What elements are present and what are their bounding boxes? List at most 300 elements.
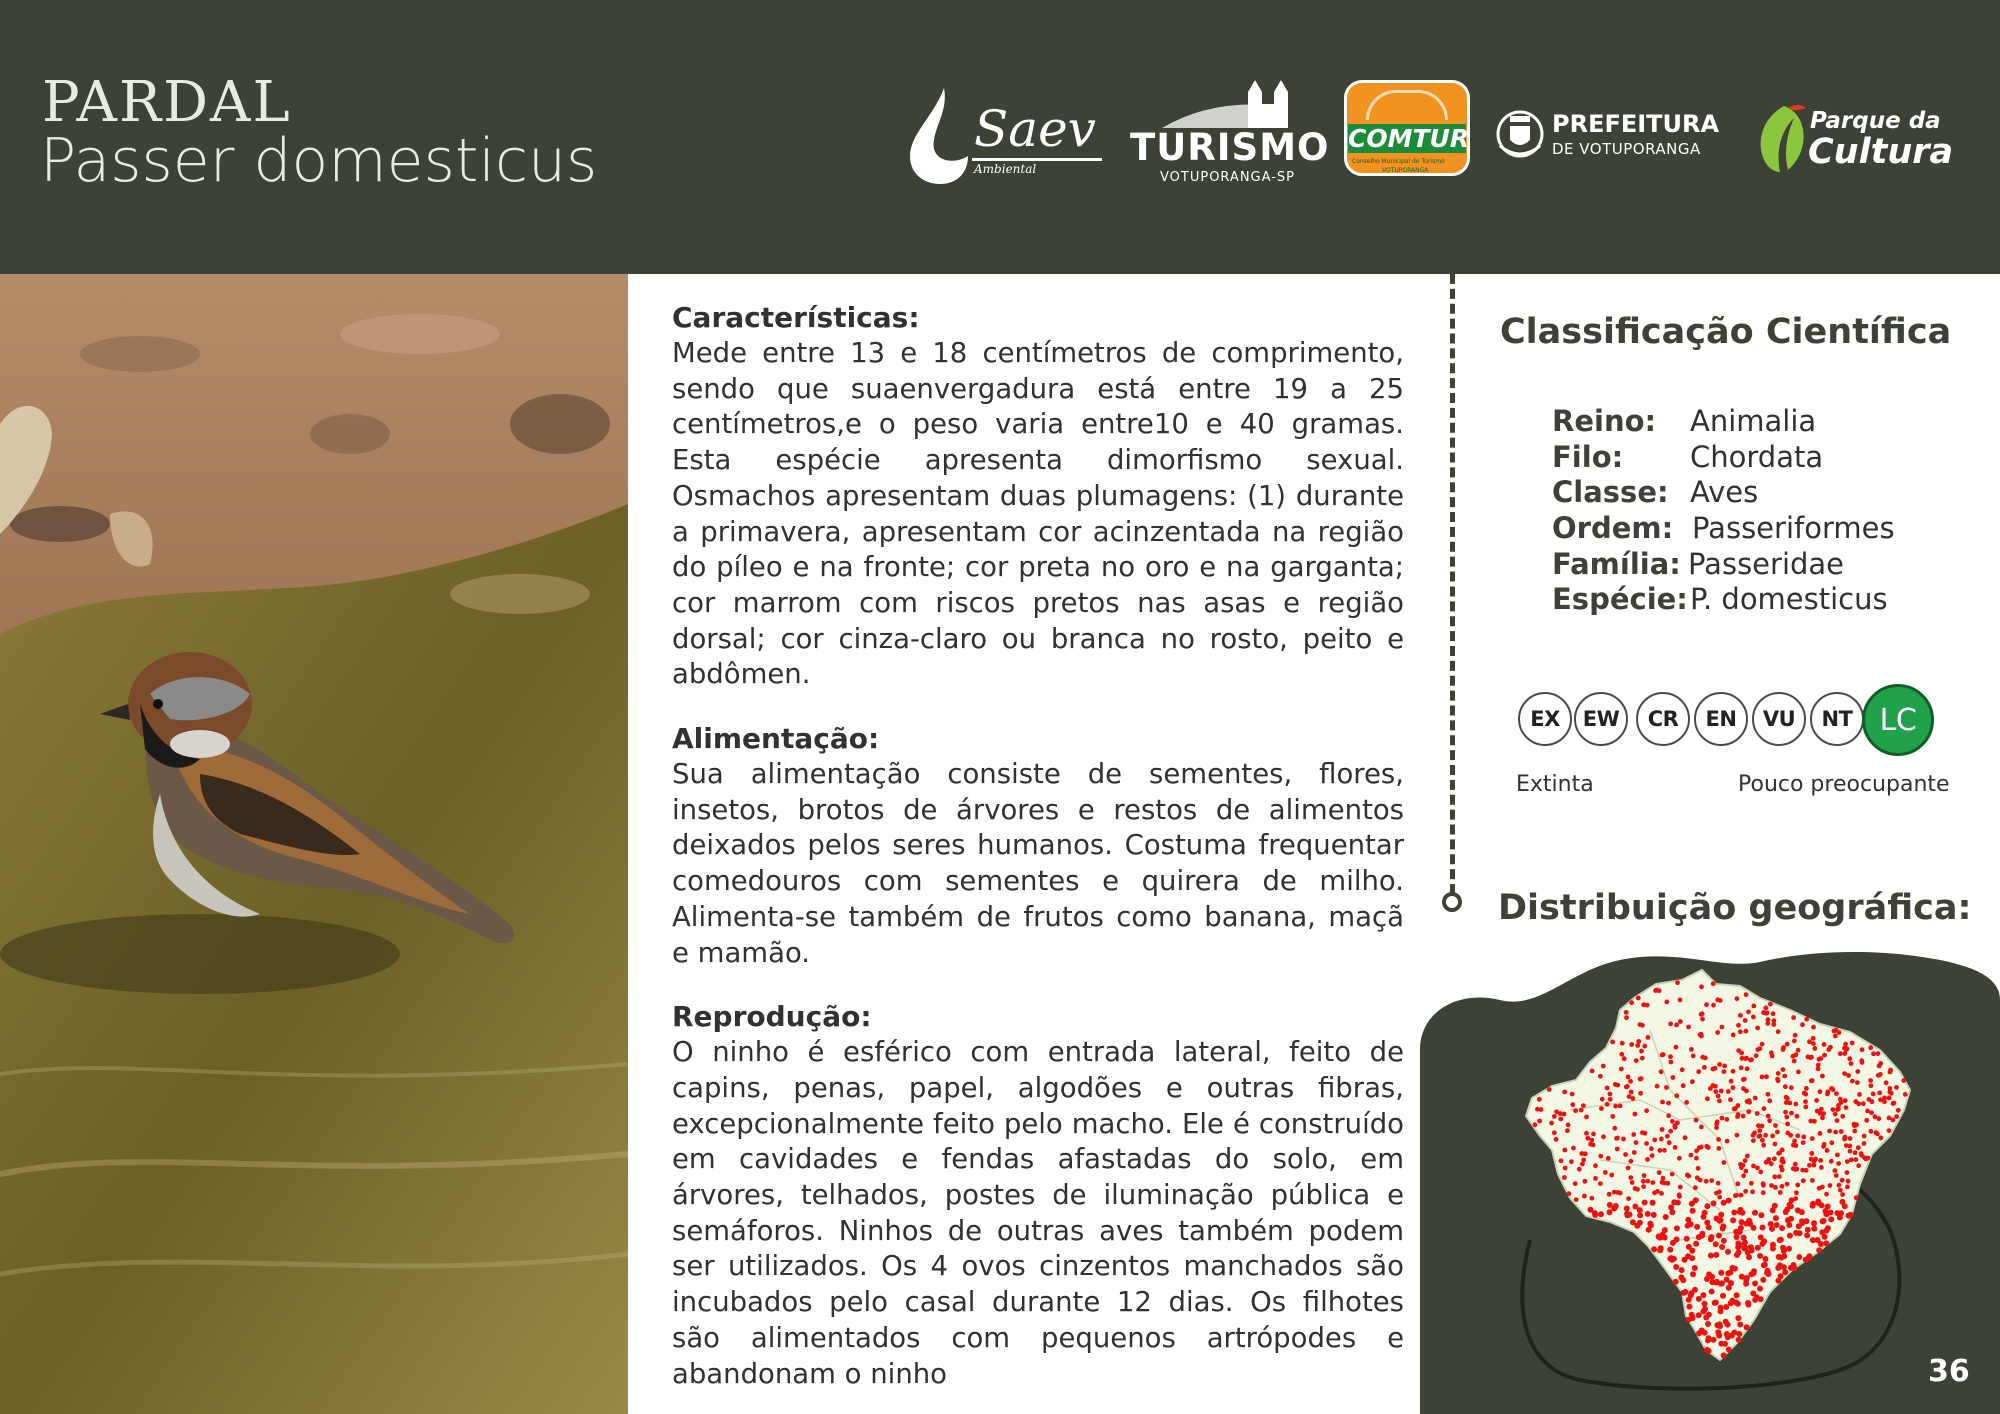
occurrence-dot — [1670, 1172, 1675, 1177]
occurrence-dot — [1598, 1074, 1603, 1079]
occurrence-dot — [1792, 1139, 1797, 1144]
occurrence-dot — [1833, 1034, 1838, 1039]
occurrence-dot — [1627, 1212, 1633, 1218]
occurrence-dot — [1719, 1089, 1724, 1094]
occurrence-dot — [1579, 1108, 1584, 1113]
occurrence-dot — [1660, 1100, 1665, 1105]
occurrence-dot — [1690, 1315, 1696, 1321]
saev-logo — [900, 78, 1105, 188]
occurrence-dot — [1714, 1216, 1720, 1222]
occurrence-dot — [1842, 1071, 1847, 1076]
occurrence-dot — [1537, 1097, 1542, 1102]
occurrence-dot — [1833, 1168, 1838, 1173]
occurrence-dot — [1753, 1096, 1758, 1101]
occurrence-dot — [1791, 1143, 1796, 1148]
occurrence-dot — [1684, 1100, 1689, 1105]
occurrence-dot — [1739, 1193, 1744, 1198]
occurrence-dot — [1642, 1044, 1647, 1049]
occurrence-dot — [1736, 1337, 1742, 1343]
occurrence-dot — [1861, 1101, 1866, 1106]
occurrence-dot — [1671, 1256, 1677, 1262]
occurrence-dot — [1547, 1087, 1552, 1092]
occurrence-dot — [1644, 1108, 1649, 1113]
occurrence-dot — [1719, 1244, 1725, 1250]
occurrence-dot — [1690, 1208, 1696, 1214]
occurrence-dot — [1666, 1181, 1671, 1186]
occurrence-dot — [1743, 1158, 1748, 1163]
occurrence-dot — [1715, 1030, 1720, 1035]
occurrence-dot — [1773, 1215, 1779, 1221]
occurrence-dot — [1738, 1162, 1743, 1167]
occurrence-dot — [1593, 1176, 1598, 1181]
occurrence-dot — [1670, 1240, 1676, 1246]
occurrence-dot — [1633, 1186, 1638, 1191]
occurrence-dot — [1590, 1196, 1595, 1201]
occurrence-dot — [1607, 1209, 1613, 1215]
occurrence-dot — [1812, 1163, 1817, 1168]
occurrence-dot — [1822, 1042, 1827, 1047]
occurrence-dot — [1634, 1140, 1639, 1145]
occurrence-dot — [1772, 1203, 1778, 1209]
occurrence-dot — [1629, 1042, 1634, 1047]
occurrence-dot — [1742, 1077, 1747, 1082]
occurrence-dot — [1696, 1296, 1702, 1302]
occurrence-dot — [1746, 1009, 1751, 1014]
occurrence-dot — [1574, 1197, 1579, 1202]
occurrence-dot — [1734, 1292, 1740, 1298]
comtur-logo-sub: Conselho Municipal de Turismo — [1352, 158, 1445, 165]
occurrence-dot — [1752, 1281, 1758, 1287]
occurrence-dot — [1840, 1192, 1845, 1197]
occurrence-dot — [1683, 1135, 1688, 1140]
occurrence-dot — [1725, 1334, 1731, 1340]
occurrence-dot — [1836, 1161, 1841, 1166]
occurrence-dot — [1822, 1234, 1828, 1240]
prefeitura-logo-sub: DE VOTUPORANGA — [1552, 140, 1701, 158]
saev-logo-name: Saev — [974, 100, 1096, 158]
occurrence-dot — [1755, 1026, 1760, 1031]
occurrence-dot — [1696, 1330, 1702, 1336]
occurrence-dot — [1696, 1312, 1702, 1318]
occurrence-dot — [1659, 1137, 1664, 1142]
occurrence-dot — [1701, 1214, 1707, 1220]
occurrence-dot — [1605, 1086, 1610, 1091]
occurrence-dot — [1571, 1146, 1576, 1151]
occurrence-dot — [1783, 1084, 1788, 1089]
occurrence-dot — [1650, 1200, 1656, 1206]
occurrence-dot — [1718, 1212, 1724, 1218]
occurrence-dot — [1833, 1112, 1838, 1117]
occurrence-dot — [1644, 1141, 1649, 1146]
occurrence-dot — [1641, 1184, 1646, 1189]
occurrence-dot — [1589, 1138, 1594, 1143]
section-body: Sua alimentação consiste de sementes, flores, insetos, brotos de árvores e restos de alimentos deixados pelos seres humanos. Costuma frequentar comedouros com sementes e quirera de milho. Alimenta-se também de frutos como banana, maçã e mamão. — [672, 758, 1404, 969]
occurrence-dot — [1844, 1047, 1849, 1052]
taxonomy-value: Animalia — [1690, 404, 1817, 438]
occurrence-dot — [1819, 1165, 1824, 1170]
classification-title: Classificação Científica — [1500, 312, 1952, 352]
occurrence-dot — [1804, 1232, 1810, 1238]
taxonomy-value: Passeriformes — [1692, 511, 1895, 546]
occurrence-dot — [1783, 1209, 1789, 1215]
occurrence-dot — [1780, 1184, 1785, 1189]
occurrence-dot — [1693, 1185, 1698, 1190]
occurrence-dot — [1796, 1254, 1802, 1260]
occurrence-dot — [1846, 1179, 1851, 1184]
occurrence-dot — [1874, 1130, 1879, 1135]
occurrence-dot — [1732, 1107, 1737, 1112]
occurrence-dot — [1800, 1022, 1805, 1027]
occurrence-dot — [1776, 1254, 1782, 1260]
occurrence-dot — [1773, 1142, 1778, 1147]
occurrence-dot — [1628, 1159, 1633, 1164]
occurrence-dot — [1708, 1253, 1714, 1259]
status-scale-right-label: Pouco preocupante — [1738, 772, 1950, 797]
occurrence-dot — [1810, 1203, 1816, 1209]
occurrence-dot — [1618, 1104, 1623, 1109]
occurrence-dot — [1773, 1123, 1778, 1128]
occurrence-dot — [1705, 1096, 1710, 1101]
occurrence-dot — [1703, 1056, 1708, 1061]
occurrence-dot — [1629, 1090, 1634, 1095]
occurrence-dot — [1766, 1114, 1771, 1119]
occurrence-dot — [1708, 1234, 1714, 1240]
occurrence-dot — [1811, 1226, 1817, 1232]
occurrence-dot — [1615, 1190, 1620, 1195]
occurrence-dot — [1686, 1025, 1691, 1030]
status-ew-badge: EW — [1574, 692, 1628, 746]
occurrence-dot — [1862, 1134, 1867, 1139]
occurrence-dot — [1667, 1140, 1672, 1145]
occurrence-dot — [1539, 1107, 1544, 1112]
occurrence-dot — [1807, 1163, 1812, 1168]
occurrence-dot — [1598, 1181, 1603, 1186]
section-reproduction — [672, 999, 1404, 1392]
occurrence-dot — [1664, 1085, 1669, 1090]
occurrence-dot — [1625, 1084, 1630, 1089]
occurrence-dot — [1853, 1099, 1858, 1104]
occurrence-dot — [1690, 1079, 1695, 1084]
occurrence-dot — [1562, 1148, 1567, 1153]
occurrence-dot — [1750, 1189, 1755, 1194]
parque-logo-line1: Parque da — [1810, 108, 1941, 134]
occurrence-dot — [1713, 1300, 1719, 1306]
occurrence-dot — [1833, 1130, 1838, 1135]
occurrence-dot — [1831, 1107, 1836, 1112]
occurrence-dot — [1749, 1247, 1755, 1253]
occurrence-dot — [1562, 1175, 1567, 1180]
occurrence-dot — [1632, 1204, 1638, 1210]
occurrence-dot — [1716, 1181, 1721, 1186]
occurrence-dot — [1746, 1218, 1752, 1224]
occurrence-dot — [1869, 1110, 1874, 1115]
occurrence-dot — [1622, 1056, 1627, 1061]
occurrence-dot — [1871, 1051, 1876, 1056]
occurrence-dot — [1650, 1153, 1655, 1158]
occurrence-dot — [1795, 1207, 1801, 1213]
occurrence-dot — [1772, 1174, 1777, 1179]
occurrence-dot — [1781, 1248, 1787, 1254]
occurrence-dot — [1816, 1247, 1822, 1253]
occurrence-dot — [1743, 1189, 1748, 1194]
status-cr-badge: CR — [1636, 692, 1690, 746]
occurrence-dot — [1795, 1133, 1800, 1138]
occurrence-dot — [1804, 1017, 1809, 1022]
occurrence-dot — [1673, 1279, 1679, 1285]
occurrence-dot — [1612, 1126, 1617, 1131]
occurrence-dot — [1758, 1170, 1763, 1175]
occurrence-dot — [1809, 1079, 1814, 1084]
occurrence-dot — [1834, 1091, 1839, 1096]
occurrence-dot — [1743, 1169, 1748, 1174]
occurrence-dot — [1741, 1114, 1746, 1119]
occurrence-dot — [1825, 1204, 1831, 1210]
occurrence-dot — [1802, 1091, 1807, 1096]
taxonomy-label: Família: — [1552, 546, 1681, 581]
occurrence-dot — [1795, 1114, 1800, 1119]
occurrence-dot — [1678, 1185, 1683, 1190]
occurrence-dot — [1552, 1130, 1557, 1135]
occurrence-dot — [1726, 1198, 1732, 1204]
occurrence-dot — [1796, 1070, 1801, 1075]
occurrence-dot — [1791, 1054, 1796, 1059]
section-title: Reprodução: — [672, 1000, 872, 1034]
occurrence-dot — [1657, 1247, 1663, 1253]
occurrence-dot — [1696, 1166, 1701, 1171]
occurrence-dot — [1615, 1147, 1620, 1152]
occurrence-dot — [1640, 1130, 1645, 1135]
occurrence-dot — [1694, 1198, 1699, 1203]
occurrence-dot — [1856, 1163, 1861, 1168]
occurrence-dot — [1581, 1158, 1586, 1163]
occurrence-dot — [1803, 1257, 1809, 1263]
occurrence-dot — [1887, 1096, 1892, 1101]
occurrence-dot — [1642, 1200, 1648, 1206]
occurrence-dot — [1878, 1072, 1883, 1077]
occurrence-dot — [1804, 1086, 1809, 1091]
occurrence-dot — [1689, 1153, 1694, 1158]
occurrence-dot — [1894, 1085, 1899, 1090]
occurrence-dot — [1764, 1011, 1769, 1016]
occurrence-dot — [1737, 1229, 1743, 1235]
occurrence-dot — [1823, 1211, 1829, 1217]
occurrence-dot — [1605, 1102, 1610, 1107]
occurrence-dot — [1689, 1201, 1695, 1207]
occurrence-dot — [1591, 1132, 1596, 1137]
occurrence-dot — [1722, 1341, 1728, 1347]
occurrence-dot — [1652, 1138, 1657, 1143]
occurrence-dot — [1549, 1121, 1554, 1126]
occurrence-dot — [1692, 1265, 1698, 1271]
occurrence-dot — [1702, 1065, 1707, 1070]
taxonomy-value: P. domesticus — [1690, 582, 1888, 617]
occurrence-dot — [1673, 1145, 1678, 1150]
occurrence-dot — [1744, 992, 1749, 997]
occurrence-dot — [1828, 1183, 1833, 1188]
occurrence-dot — [1868, 1045, 1873, 1050]
divider-end-marker — [1442, 892, 1462, 912]
occurrence-dot — [1793, 1167, 1798, 1172]
occurrence-dot — [1888, 1070, 1893, 1075]
occurrence-dot — [1631, 1096, 1636, 1101]
occurrence-dot — [1876, 1051, 1881, 1056]
occurrence-dot — [1751, 1138, 1756, 1143]
occurrence-dot — [1722, 1064, 1727, 1069]
occurrence-dot — [1600, 1097, 1605, 1102]
occurrence-dot — [1651, 1212, 1657, 1218]
occurrence-dot — [1739, 1219, 1745, 1225]
comtur-logo-name: COMTUR — [1348, 124, 1470, 153]
occurrence-dot — [1819, 1107, 1824, 1112]
occurrence-dot — [1758, 1296, 1764, 1302]
taxonomy-label: Ordem: — [1552, 511, 1674, 546]
occurrence-dot — [1855, 1069, 1860, 1074]
occurrence-dot — [1669, 1060, 1674, 1065]
occurrence-dot — [1720, 1226, 1726, 1232]
occurrence-dot — [1657, 988, 1662, 993]
occurrence-dot — [1815, 1109, 1820, 1114]
occurrence-dot — [1711, 981, 1716, 986]
occurrence-dot — [1745, 1154, 1750, 1159]
occurrence-dot — [1776, 1151, 1781, 1156]
occurrence-dot — [1818, 1158, 1823, 1163]
occurrence-dot — [1731, 1033, 1736, 1038]
occurrence-dot — [1782, 1269, 1788, 1275]
occurrence-dot — [1837, 1030, 1842, 1035]
occurrence-dot — [1705, 1337, 1711, 1343]
occurrence-dot — [1722, 1160, 1727, 1165]
occurrence-dot — [1554, 1137, 1559, 1142]
occurrence-dot — [1739, 1065, 1744, 1070]
occurrence-dot — [1717, 1323, 1723, 1329]
occurrence-dot — [1609, 1173, 1614, 1178]
occurrence-dot — [1691, 1054, 1696, 1059]
occurrence-dot — [1868, 1078, 1873, 1083]
occurrence-dot — [1736, 1023, 1741, 1028]
occurrence-dot — [1651, 1246, 1657, 1252]
occurrence-dot — [1728, 1097, 1733, 1102]
occurrence-dot — [1735, 1133, 1740, 1138]
occurrence-dot — [1752, 1130, 1757, 1135]
occurrence-dot — [1721, 1238, 1727, 1244]
occurrence-dot — [1634, 1058, 1639, 1063]
occurrence-dot — [1685, 1223, 1691, 1229]
occurrence-dot — [1877, 1064, 1882, 1069]
occurrence-dot — [1665, 1134, 1670, 1139]
occurrence-dot — [1728, 1280, 1734, 1286]
occurrence-dot — [1558, 1111, 1563, 1116]
occurrence-dot — [1743, 1018, 1748, 1023]
occurrence-dot — [1887, 1116, 1892, 1121]
occurrence-dot — [1619, 1052, 1624, 1057]
occurrence-dot — [1717, 1189, 1722, 1194]
occurrence-dot — [1661, 1176, 1666, 1181]
occurrence-dot — [1588, 1142, 1593, 1147]
occurrence-dot — [1901, 1078, 1906, 1083]
occurrence-dot — [1747, 1100, 1752, 1105]
occurrence-dot — [1635, 1043, 1640, 1048]
occurrence-dot — [1582, 1194, 1587, 1199]
occurrence-dot — [1829, 1159, 1834, 1164]
turismo-logo-name: TURISMO — [1130, 126, 1330, 169]
conservation-status-scale — [1518, 684, 1938, 760]
occurrence-dot — [1835, 1210, 1841, 1216]
occurrence-dot — [1677, 1156, 1682, 1161]
occurrence-dot — [1762, 1106, 1767, 1111]
occurrence-dot — [1636, 996, 1641, 1001]
occurrence-dot — [1781, 1253, 1787, 1259]
occurrence-dot — [1724, 1117, 1729, 1122]
occurrence-dot — [1621, 1137, 1626, 1142]
partner-logos — [900, 78, 1960, 188]
occurrence-dot — [1714, 1122, 1719, 1127]
occurrence-dot — [1636, 1039, 1641, 1044]
occurrence-dot — [1760, 1042, 1765, 1047]
occurrence-dot — [1736, 1048, 1741, 1053]
occurrence-dot — [1593, 1163, 1598, 1168]
occurrence-dot — [1810, 1136, 1815, 1141]
occurrence-dot — [1726, 1347, 1732, 1353]
occurrence-dot — [1688, 1292, 1694, 1298]
occurrence-dot — [1662, 1148, 1667, 1153]
occurrence-dot — [1789, 1085, 1794, 1090]
occurrence-dot — [1669, 1209, 1675, 1215]
occurrence-dot — [1779, 1225, 1785, 1231]
occurrence-dot — [1845, 1185, 1850, 1190]
occurrence-dot — [1705, 1321, 1711, 1327]
occurrence-dot — [1778, 1190, 1783, 1195]
occurrence-dot — [1864, 1118, 1869, 1123]
occurrence-dot — [1800, 1168, 1805, 1173]
occurrence-dot — [1848, 1136, 1853, 1141]
occurrence-dot — [1814, 1098, 1819, 1103]
occurrence-dot — [1674, 1045, 1679, 1050]
occurrence-dot — [1739, 1210, 1745, 1216]
occurrence-dot — [1732, 1266, 1738, 1272]
occurrence-dot — [1837, 1183, 1842, 1188]
occurrence-dot — [1816, 1066, 1821, 1071]
occurrence-dot — [1795, 1183, 1800, 1188]
occurrence-dot — [1603, 1170, 1608, 1175]
occurrence-dot — [1637, 1212, 1643, 1218]
turismo-logo — [1130, 78, 1330, 188]
occurrence-dot — [1862, 1141, 1867, 1146]
occurrence-dot — [1764, 1270, 1770, 1276]
occurrence-dot — [1853, 1123, 1858, 1128]
occurrence-dot — [1764, 1074, 1769, 1079]
occurrence-dot — [1801, 1140, 1806, 1145]
occurrence-dot — [1713, 1252, 1719, 1258]
occurrence-dot — [1611, 1206, 1617, 1212]
occurrence-dot — [1796, 1048, 1801, 1053]
occurrence-dot — [1699, 1125, 1704, 1130]
occurrence-dot — [1624, 1010, 1629, 1015]
occurrence-dot — [1755, 1245, 1761, 1251]
occurrence-dot — [1731, 1085, 1736, 1090]
occurrence-dot — [1828, 1216, 1834, 1222]
occurrence-dot — [1700, 1011, 1705, 1016]
occurrence-dot — [1756, 1047, 1761, 1052]
occurrence-dot — [1859, 1151, 1864, 1156]
occurrence-dot — [1628, 1175, 1633, 1180]
occurrence-dot — [1853, 1150, 1858, 1155]
occurrence-dot — [1761, 1181, 1766, 1186]
occurrence-dot — [1680, 1277, 1686, 1283]
occurrence-dot — [1741, 1086, 1746, 1091]
occurrence-dot — [1751, 1225, 1757, 1231]
occurrence-dot — [1737, 1242, 1743, 1248]
occurrence-dot — [1761, 1143, 1766, 1148]
